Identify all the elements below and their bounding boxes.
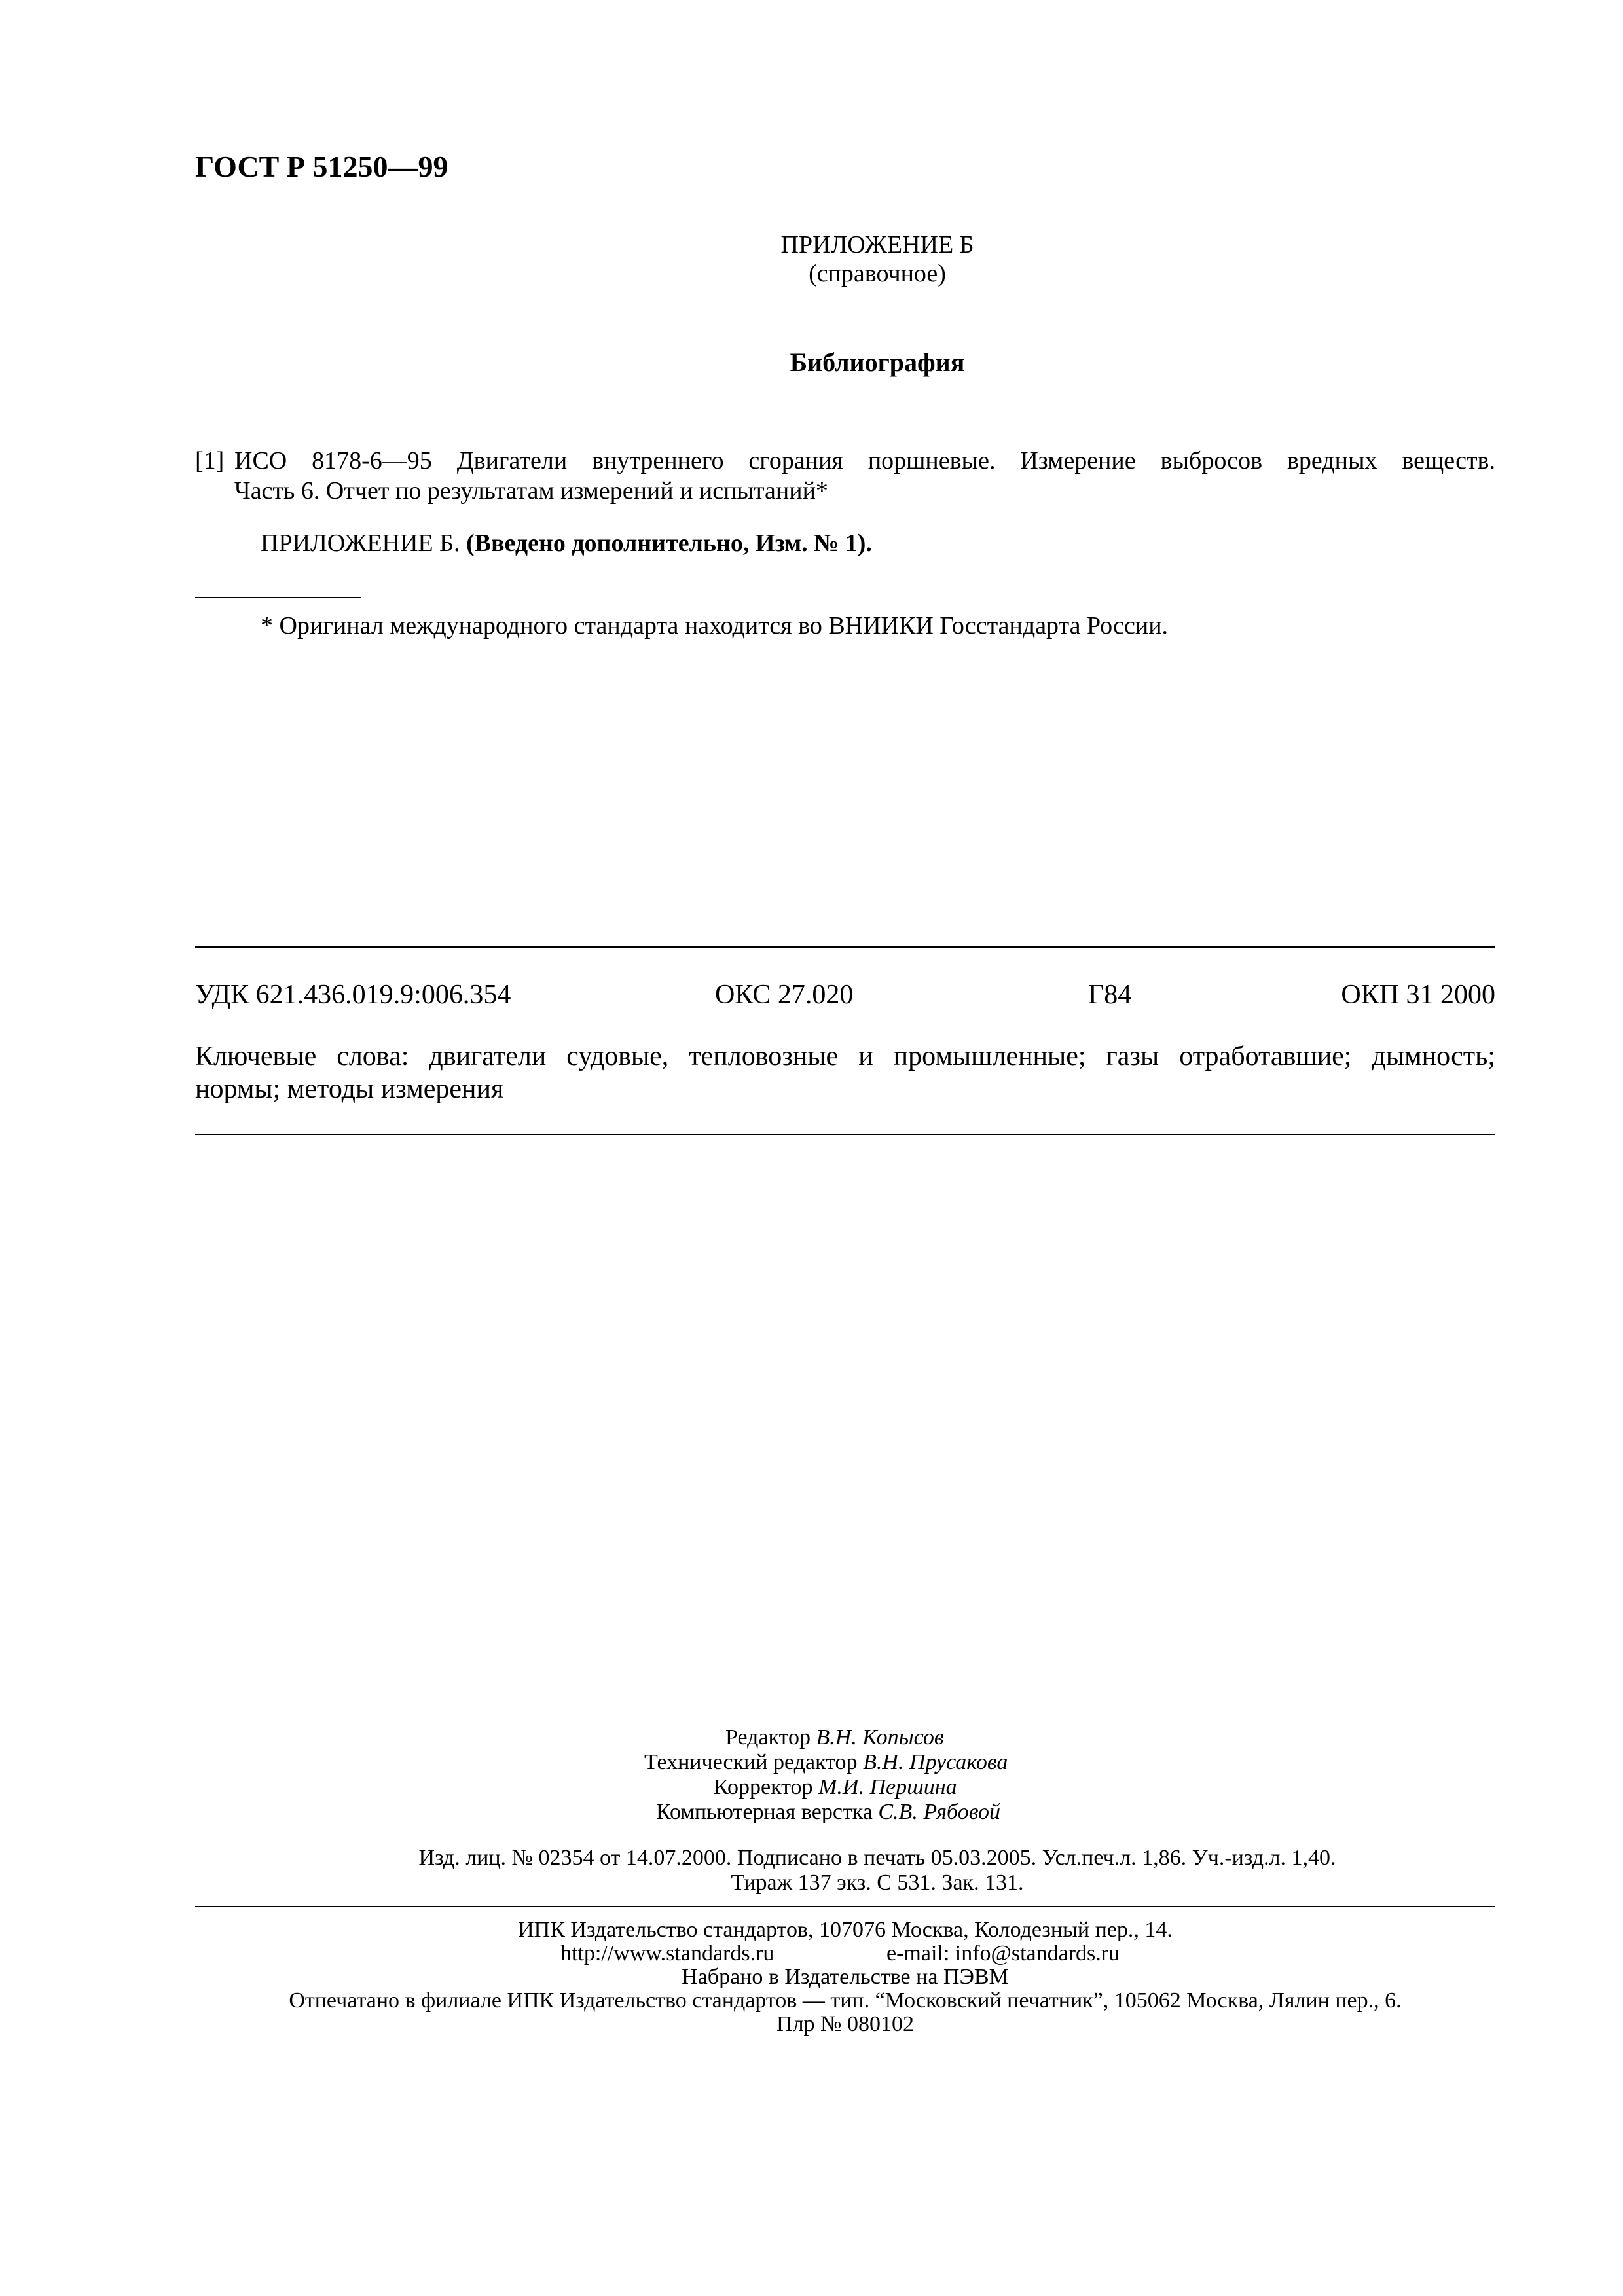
credit-layout: Компьютерная верстка С.В. Рябовой: [656, 1800, 1001, 1824]
classification-bottom-rule: [195, 1134, 1495, 1135]
footnote: * Оригинал международного стандарта находится во ВНИИКИ Госстандарта России.: [261, 612, 1169, 639]
bibliography-heading: Библиография: [790, 348, 965, 377]
publisher-email: e-mail: info@standards.ru: [886, 1941, 1120, 1965]
group-code: Г84: [1088, 980, 1132, 1010]
credit-technical-editor: Технический редактор В.Н. Прусакова: [644, 1750, 1008, 1774]
publisher-rule: [195, 1906, 1495, 1907]
bibliography-entry-line1: ИСО 8178-6—95 Двигатели внутреннего сгорания поршневые. Измерение выбросов вредных веществ.: [234, 447, 1495, 475]
credit-proofreader: Корректор М.И. Першина: [714, 1775, 957, 1799]
keywords-line2: нормы; методы измерения: [195, 1074, 504, 1104]
credit-editor: Редактор В.Н. Копысов: [725, 1725, 944, 1749]
publisher-printed: Отпечатано в филиале ИПК Издательство стандартов — тип. “Московский печатник”, 105062 Москва, Лялин пер., 6.: [289, 1988, 1402, 2013]
imprint-line2: Тираж 137 экз. С 531. Зак. 131.: [731, 1871, 1024, 1895]
okp-code: ОКП 31 2000: [1341, 980, 1495, 1010]
appendix-title: ПРИЛОЖЕНИЕ Б: [780, 231, 974, 259]
document-code: ГОСТ Р 51250—99: [195, 150, 448, 183]
publisher-typeset: Набрано в Издательстве на ПЭВМ: [682, 1965, 1009, 1989]
oks-code: ОКС 27.020: [715, 980, 854, 1010]
appendix-subtitle: (справочное): [809, 260, 946, 287]
amendment-prefix: ПРИЛОЖЕНИЕ Б.: [261, 529, 460, 557]
keywords-line1: Ключевые слова: двигатели судовые, тепловозные и промышленные; газы отработавшие; дымность;: [195, 1041, 1495, 1071]
bibliography-entry-number: [1]: [195, 447, 225, 475]
publisher-license: Плр № 080102: [776, 2012, 914, 2036]
udk-code: УДК 621.436.019.9:006.354: [195, 980, 511, 1010]
publisher-address: ИПК Издательство стандартов, 107076 Москва, Колодезный пер., 14.: [518, 1918, 1173, 1942]
classification-top-rule: [195, 946, 1495, 948]
footnote-separator: [195, 597, 361, 598]
amendment-text: (Введено дополнительно, Изм. № 1).: [465, 529, 872, 557]
publisher-url: http://www.standards.ru: [560, 1941, 775, 1965]
bibliography-entry-line2: Часть 6. Отчет по результатам измерений и испытаний*: [234, 477, 828, 505]
imprint-line1-text: Изд. лиц. № 02354 от 14.07.2000. Подписано в печать 05.03.2005. Усл.печ.л. 1,86. Уч.-изд.л. 1,40.: [418, 1846, 1336, 1870]
amendment-note: [261, 529, 872, 558]
